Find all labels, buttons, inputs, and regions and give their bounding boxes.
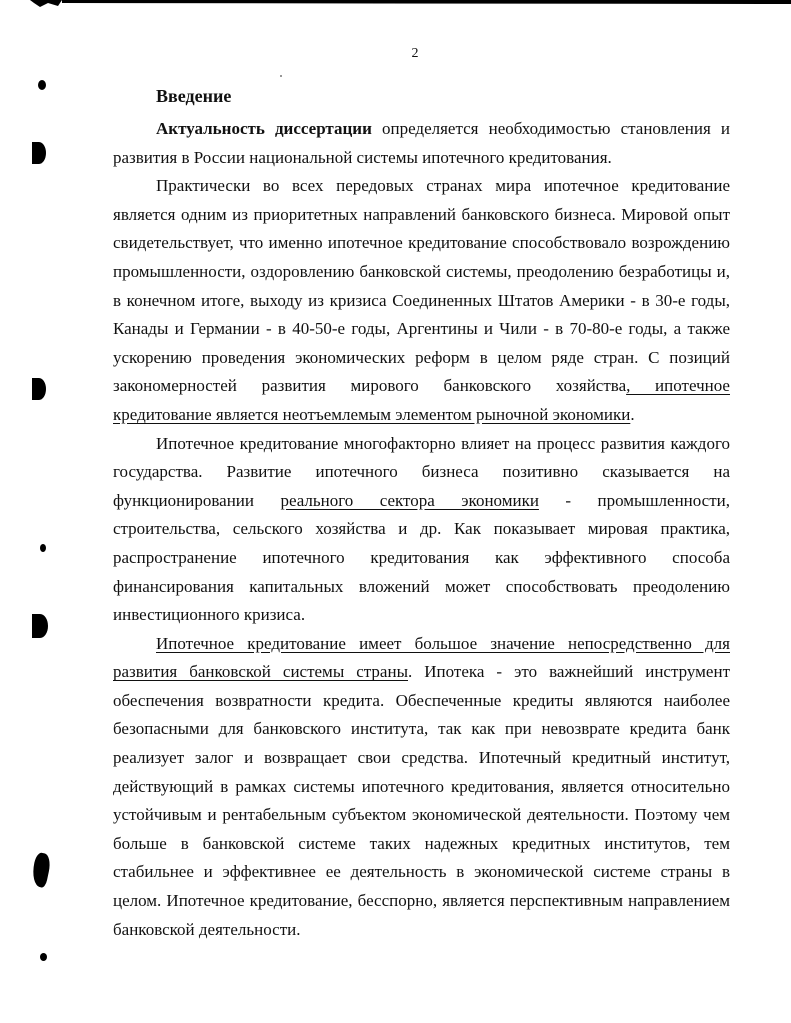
paragraph-text: . Ипотека - это важнейший инструмент обеспечения возвратности кредита. Обеспеченные кредиты являются наиболее безопасными для банковского института, так как при невозврате кредита банк реализует залог и возвращает свои средства. Ипотечный кредитный институт, действующий в рамках системы ипотечного кредитования, является относительно устойчивым и рентабельным субъектом экономической деятельности. Поэтому чем больше в банковской системе таких надежных кредитных институтов, тем стабильнее и эффективнее ее деятельность в экономической системе страны в целом. Ипотечное кредитование, бесспорно, является перспективным направлением банковской деятельности. [113,662,730,939]
punch-hole-mark [32,614,48,638]
punch-hole-mark [40,953,47,961]
scan-edge-mark [0,0,791,14]
bold-lead: Актуальность диссертации [156,119,372,138]
punch-hole-mark [38,80,46,90]
body-text [113,115,730,944]
paragraph [113,630,730,945]
underlined-text: , ипотечное кредитование является неотъемлемым элементом рыночной экономики [113,376,730,424]
punch-hole-mark [32,378,46,400]
paragraph-text: Ипотечное кредитование многофакторно влияет на процесс развития каждого государства. Развитие ипотечного бизнеса позитивно сказывается на функционировании [113,433,730,510]
punch-hole-mark [40,544,46,552]
paragraph-text: . [630,404,635,424]
page-heading: Введение [156,86,232,106]
paragraph [113,430,730,630]
scan-speck [280,75,282,77]
paragraph [113,115,730,172]
paragraph-text: - промышленности, строительства, сельского хозяйства и др. Как показывает мировая практика, распространение ипотечного кредитования как эффективного способа финансирования капитальных вложений может способствовать преодолению инвестиционного кризиса. [113,490,731,625]
punch-hole-mark [32,142,46,164]
punch-hole-mark [30,852,53,889]
paragraph-text: Практически во всех передовых странах мира ипотечное кредитование является одним из приоритетных направлений банковского бизнеса. Мировой опыт свидетельствует, что именно ипотечное кредитование способствовало возрождению промышленности, оздоровлению банковской системы, преодолению безработицы и, в конечном итоге, выходу из кризиса Соединенных Штатов Америки - в 30-е годы, Канады и Германии - в 40-50-е годы, Аргентины и Чили - в 70-80-е годы, а также ускорению проведения экономических реформ в целом ряде стран. С позиций закономерностей развития мирового банковского хозяйства [113,176,730,396]
page-number: 2 [411,46,419,61]
underlined-text: Ипотечное кредитование имеет большое значение непосредственно для развития банковской системы страны [113,633,730,682]
underlined-text: реального сектора экономики [280,490,539,510]
paragraph [113,172,730,429]
paragraph-text: определяется необходимостью становления и развития в России национальной системы ипотечного кредитования. [113,119,730,167]
